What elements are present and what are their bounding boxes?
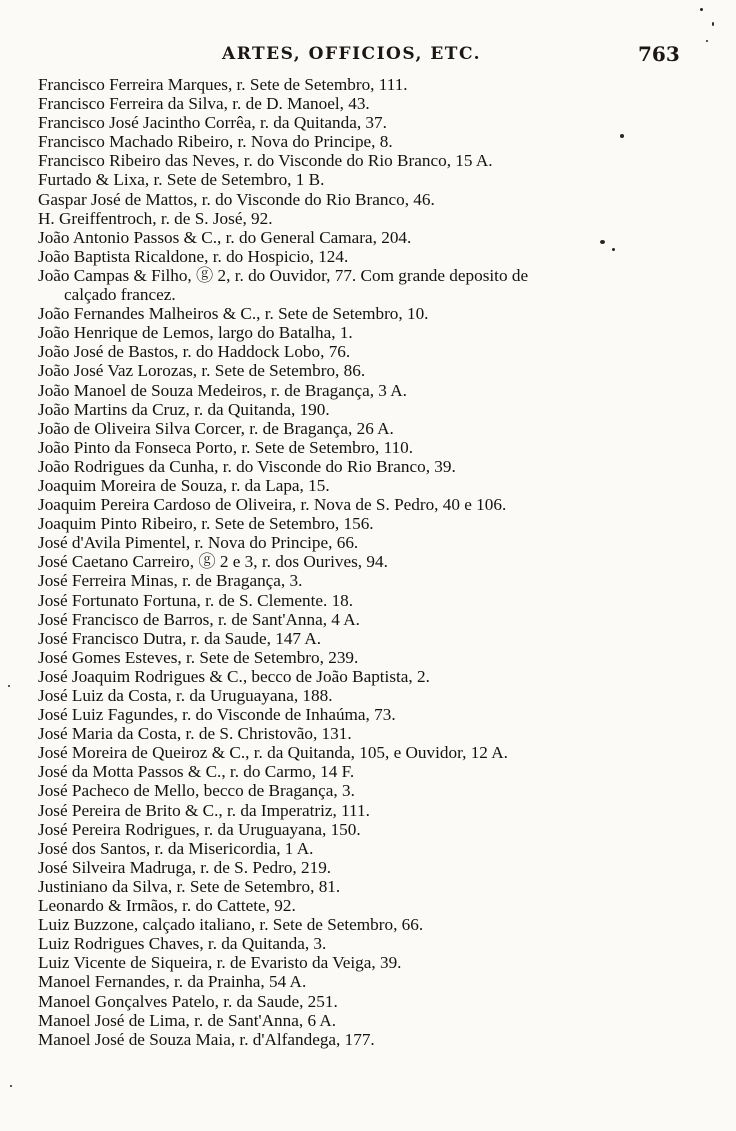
list-item: Luiz Rodrigues Chaves, r. da Quitanda, 3. bbox=[38, 934, 327, 954]
list-item: João Martins da Cruz, r. da Quitanda, 190. bbox=[38, 399, 330, 419]
print-speck bbox=[620, 134, 624, 138]
list-item: José Pacheco de Mello, becco de Bragança, 3. bbox=[38, 781, 355, 801]
list-item: Manoel José de Lima, r. de Sant'Anna, 6 A. bbox=[38, 1010, 337, 1030]
list-item: Francisco José Jacintho Corrêa, r. da Quitanda, 37. bbox=[38, 113, 387, 133]
list-item: Manoel Gonçalves Patelo, r. da Saude, 251. bbox=[38, 991, 338, 1011]
list-item: José Caetano Carreiro, ⓖ 2 e 3, r. dos Ourives, 94. bbox=[38, 552, 388, 572]
list-item: João Pinto da Fonseca Porto, r. Sete de Setembro, 110. bbox=[38, 437, 414, 457]
list-item: João Henrique de Lemos, largo do Batalha, 1. bbox=[38, 323, 353, 343]
list-item: João Rodrigues da Cunha, r. do Visconde do Rio Branco, 39. bbox=[38, 456, 456, 476]
list-item: Manoel José de Souza Maia, r. d'Alfandega, 177. bbox=[38, 1029, 375, 1049]
list-item: José Fortunato Fortuna, r. de S. Clemente. 18. bbox=[38, 590, 354, 610]
list-item: Joaquim Pereira Cardoso de Oliveira, r. Nova de S. Pedro, 40 e 106. bbox=[38, 495, 507, 515]
list-item: Leonardo & Irmãos, r. do Cattete, 92. bbox=[38, 896, 296, 916]
list-item: João Campas & Filho, ⓖ 2, r. do Ouvidor, 77. Com grande deposito de bbox=[38, 265, 529, 285]
list-item: H. Greiffentroch, r. de S. José, 92. bbox=[38, 208, 273, 228]
list-item: Furtado & Lixa, r. Sete de Setembro, 1 B. bbox=[38, 170, 325, 190]
list-item: Joaquim Moreira de Souza, r. da Lapa, 15. bbox=[38, 475, 330, 495]
list-item: José Francisco de Barros, r. de Sant'Anna, 4 A. bbox=[38, 609, 360, 629]
list-item: Francisco Ferreira da Silva, r. de D. Manoel, 43. bbox=[38, 94, 370, 114]
list-item: Luiz Buzzone, calçado italiano, r. Sete de Setembro, 66. bbox=[38, 915, 424, 935]
running-title: ARTES, OFFICIOS, ETC. bbox=[222, 44, 482, 64]
list-item: Manoel Fernandes, r. da Prainha, 54 A. bbox=[38, 972, 307, 992]
list-item: Luiz Vicente de Siqueira, r. de Evaristo da Veiga, 39. bbox=[38, 953, 402, 973]
list-item: Gaspar José de Mattos, r. do Visconde do Rio Branco, 46. bbox=[38, 189, 435, 209]
print-speck bbox=[10, 1085, 12, 1087]
print-speck bbox=[612, 248, 615, 251]
list-item: Francisco Machado Ribeiro, r. Nova do Principe, 8. bbox=[38, 132, 393, 152]
list-item: João Baptista Ricaldone, r. do Hospicio, 124. bbox=[38, 246, 349, 266]
directory-listing bbox=[38, 75, 688, 1049]
list-item: José Maria da Costa, r. de S. Christovão, 131. bbox=[38, 724, 352, 744]
list-item: Francisco Ferreira Marques, r. Sete de Setembro, 111. bbox=[38, 75, 408, 94]
list-item: José Luiz Fagundes, r. do Visconde de Inhaúma, 73. bbox=[38, 705, 396, 725]
print-speck bbox=[700, 8, 703, 11]
list-item: João José Vaz Lorozas, r. Sete de Setembro, 86. bbox=[38, 361, 366, 381]
list-item: José Francisco Dutra, r. da Saude, 147 A. bbox=[38, 628, 322, 648]
list-item: João José de Bastos, r. do Haddock Lobo, 76. bbox=[38, 342, 351, 362]
list-item: José Moreira de Queiroz & C., r. da Quitanda, 105, e Ouvidor, 12 A. bbox=[38, 743, 508, 763]
list-item: João Antonio Passos & C., r. do General Camara, 204. bbox=[38, 227, 412, 247]
list-item: Joaquim Pinto Ribeiro, r. Sete de Setembro, 156. bbox=[38, 514, 374, 534]
page-number: 763 bbox=[638, 42, 680, 66]
list-item-continuation: calçado francez. bbox=[64, 285, 176, 305]
list-item: José Joaquim Rodrigues & C., becco de João Baptista, 2. bbox=[38, 666, 430, 686]
list-item: José Gomes Esteves, r. Sete de Setembro, 239. bbox=[38, 647, 359, 667]
list-item: José d'Avila Pimentel, r. Nova do Principe, 66. bbox=[38, 533, 359, 553]
list-item: José Ferreira Minas, r. de Bragança, 3. bbox=[38, 571, 303, 591]
print-speck bbox=[600, 240, 605, 244]
list-item: José Pereira Rodrigues, r. da Uruguayana, 150. bbox=[38, 819, 361, 839]
list-item: José Silveira Madruga, r. de S. Pedro, 219. bbox=[38, 857, 332, 877]
print-speck bbox=[712, 22, 714, 26]
list-item: José Luiz da Costa, r. da Uruguayana, 188. bbox=[38, 686, 333, 705]
list-item: José da Motta Passos & C., r. do Carmo, 14 F. bbox=[38, 762, 355, 782]
list-item: José dos Santos, r. da Misericordia, 1 A. bbox=[38, 838, 314, 858]
list-item: Justiniano da Silva, r. Sete de Setembro, 81. bbox=[38, 876, 341, 896]
list-item: Francisco Ribeiro das Neves, r. do Visconde do Rio Branco, 15 A. bbox=[38, 151, 493, 171]
list-item: João de Oliveira Silva Corcer, r. de Bragança, 26 A. bbox=[38, 418, 394, 438]
list-item: João Manoel de Souza Medeiros, r. de Bragança, 3 A. bbox=[38, 380, 407, 400]
list-item: José Pereira de Brito & C., r. da Imperatriz, 111. bbox=[38, 800, 370, 820]
list-item: João Fernandes Malheiros & C., r. Sete de Setembro, 10. bbox=[38, 304, 429, 324]
print-speck bbox=[8, 685, 10, 687]
print-speck bbox=[706, 40, 708, 42]
page-header bbox=[0, 44, 736, 70]
